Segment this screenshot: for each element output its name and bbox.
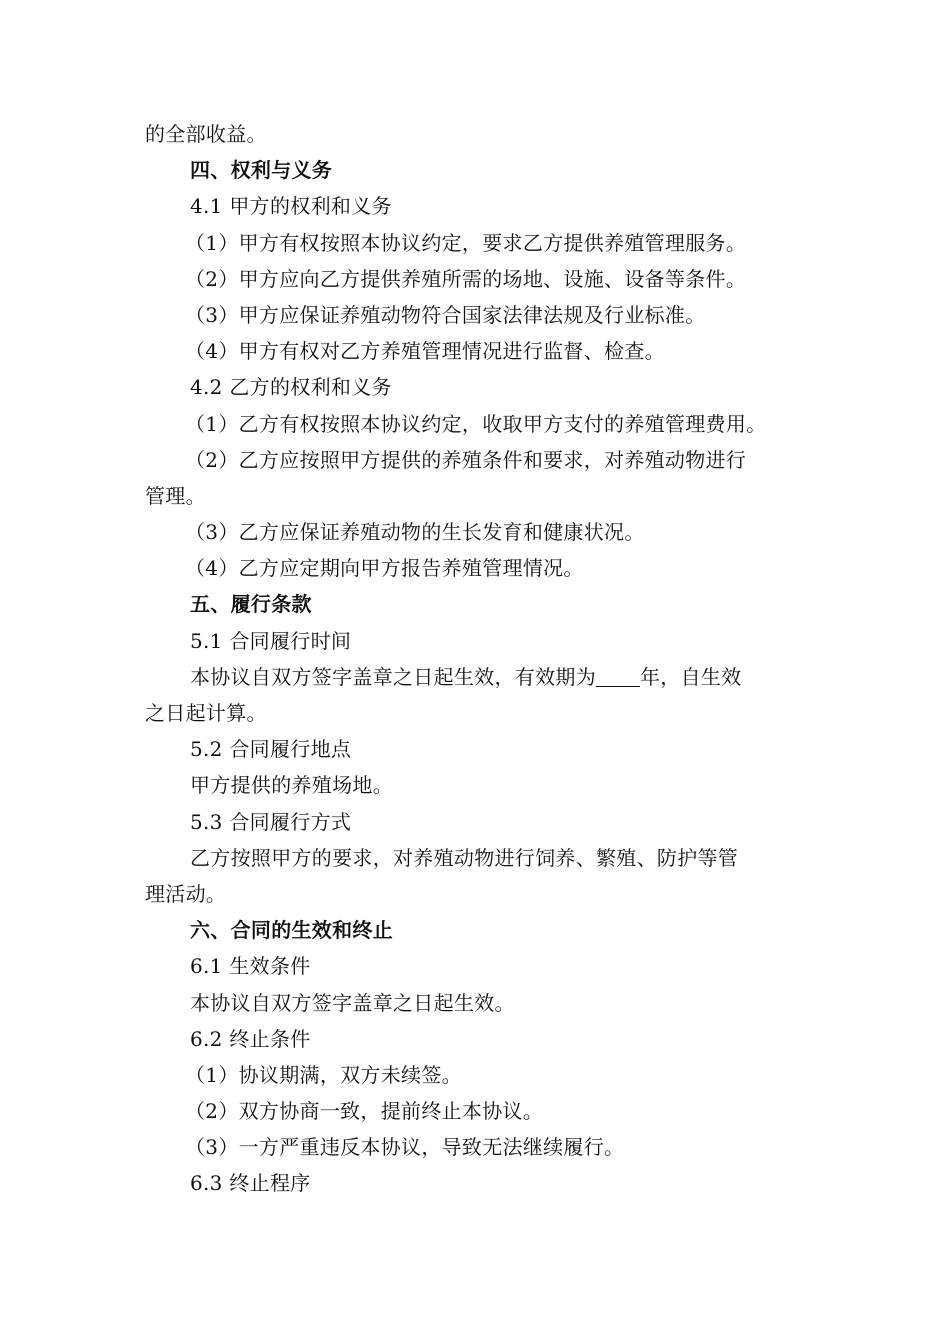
list-item: （4）乙方应定期向甲方报告养殖管理情况。 bbox=[185, 556, 584, 581]
list-item: （1）甲方有权按照本协议约定，要求乙方提供养殖管理服务。 bbox=[185, 230, 747, 255]
paragraph-line: 之日起计算。 bbox=[145, 701, 267, 725]
paragraph-text: 年，自生效 bbox=[640, 664, 742, 689]
clause-heading-6-3: 6.3 终止程序 bbox=[190, 1171, 311, 1196]
section-heading-5: 五、履行条款 bbox=[190, 592, 312, 617]
clause-heading-5-3: 5.3 合同履行方式 bbox=[190, 809, 352, 834]
clause-heading-6-2: 6.2 终止条件 bbox=[190, 1026, 311, 1051]
clause-heading-4-2: 4.2 乙方的权利和义务 bbox=[190, 375, 392, 400]
clause-heading-5-1: 5.1 合同履行时间 bbox=[190, 628, 352, 653]
clause-heading-6-1: 6.1 生效条件 bbox=[190, 954, 311, 979]
paragraph-text: 本协议自双方签字盖章之日起生效，有效期为 bbox=[190, 664, 596, 689]
list-item: （2）甲方应向乙方提供养殖所需的场地、设施、设备等条件。 bbox=[185, 266, 747, 291]
document-page bbox=[145, 116, 825, 1202]
list-item: （2）乙方应按照甲方提供的养殖条件和要求，对养殖动物进行 bbox=[185, 447, 747, 472]
fill-in-blank[interactable] bbox=[596, 666, 640, 687]
paragraph-line: 管理。 bbox=[145, 483, 206, 508]
list-item: （2）双方协商一致，提前终止本协议。 bbox=[185, 1099, 544, 1124]
paragraph-line: 的全部收益。 bbox=[145, 122, 267, 146]
list-item: （3）乙方应保证养殖动物的生长发育和健康状况。 bbox=[185, 520, 645, 545]
section-heading-4: 四、权利与义务 bbox=[190, 158, 333, 183]
list-item: （3）甲方应保证养殖动物符合国家法律法规及行业标准。 bbox=[185, 302, 706, 327]
clause-heading-4-1: 4.1 甲方的权利和义务 bbox=[190, 194, 392, 219]
clause-heading-5-2: 5.2 合同履行地点 bbox=[190, 737, 352, 762]
paragraph-line: 理活动。 bbox=[145, 881, 227, 906]
section-heading-6: 六、合同的生效和终止 bbox=[190, 918, 393, 943]
list-item: （1）乙方有权按照本协议约定，收取甲方支付的养殖管理费用。 bbox=[185, 411, 767, 436]
paragraph-line: 本协议自双方签字盖章之日起生效。 bbox=[190, 990, 515, 1015]
paragraph-line bbox=[145, 659, 825, 695]
list-item: （1）协议期满，双方未续签。 bbox=[185, 1062, 462, 1087]
list-item: （3）一方严重违反本协议，导致无法继续履行。 bbox=[185, 1135, 625, 1160]
paragraph-line: 乙方按照甲方的要求，对养殖动物进行饲养、繁殖、防护等管 bbox=[190, 845, 739, 870]
paragraph-line: 甲方提供的养殖场地。 bbox=[190, 773, 393, 798]
list-item: （4）甲方有权对乙方养殖管理情况进行监督、检查。 bbox=[185, 339, 665, 364]
